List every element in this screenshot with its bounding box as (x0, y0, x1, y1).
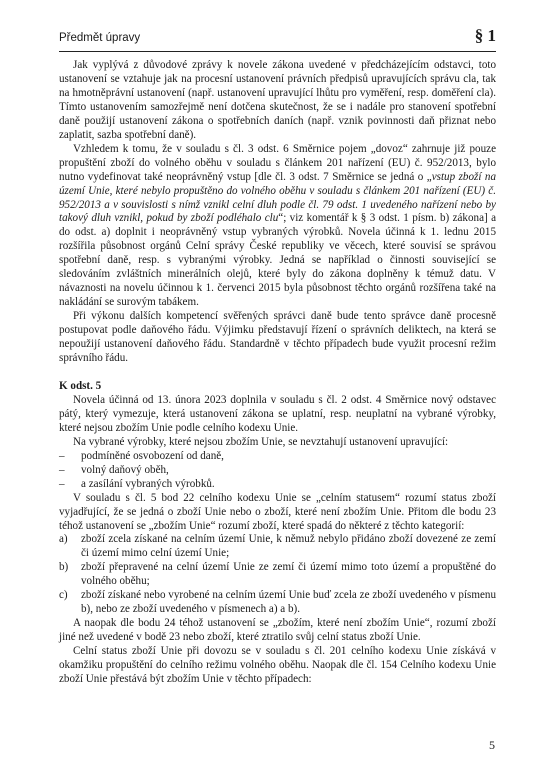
text-run: Vzhledem k tomu, že v souladu s čl. 3 odst. 6 Směrnice pojem „dovoz“ zahrnuje již pouze propuštění zboží do volného oběhu v souladu s článkem 201 nařízení (EU) č. 952/2013, bylo nutno vydefinovat také neoprávněný vstup [dle čl. 3 odst. 7 Směrnice se jedná o „ (59, 142, 496, 183)
list-item-text: a zasílání vybraných výrobků. (81, 477, 215, 490)
list-marker: c) (59, 589, 68, 602)
list-item-text: volný daňový oběh, (81, 463, 169, 476)
paragraph: Na vybrané výrobky, které nejsou zbožím Unie, se nevztahují ustanovení upravující: (73, 435, 449, 448)
section-heading: K odst. 5 (59, 379, 102, 392)
paragraph: V souladu s čl. 5 bod 22 celního kodexu Unie se „celním statusem“ rozumí status zboží vyjadřující, že se jedná o zboží Unie nebo o zboží, které není zbožím Unie. Přitom dle bodu 23 téhož ustanovení se „zbožím Unie“ rozumí zboží, které spadá do některé z těchto kategorií: (59, 491, 496, 532)
list-item (59, 450, 496, 464)
list-marker: a) (59, 533, 68, 546)
italic-quote: vstup zboží na území Unie, které nebylo propuštěno do volného oběhu v souladu s článkem 201 nařízení (EU) č. 952/2013 a v souvislosti s nímž vznikl celní dluh podle čl. 79 odst. 1 uvedeného nařízení nebo by takový dluh vznikl, pokud by zboží podléhalo clu (59, 170, 496, 225)
header-rule (59, 51, 496, 52)
list-item-text: podmíněné osvobození od daně, (81, 449, 224, 462)
dash-marker: – (59, 449, 65, 462)
list-item (59, 589, 496, 617)
paragraph: A naopak dle bodu 24 téhož ustanovení se „zbožím, které není zbožím Unie“, rozumí zboží jiné než uvedené v bodě 23 nebo zboží, které ztratilo svůj celní status zboží Unie. (59, 617, 496, 644)
page-body (59, 59, 496, 687)
list-item (59, 478, 496, 492)
list-item-text: zboží získané nebo vyrobené na celním území Unie buď zcela ze zboží uvedeného v písmenu b), nebo ze zboží uvedeného v písmenech a) a b). (81, 589, 496, 616)
dash-marker: – (59, 463, 65, 476)
dash-marker: – (59, 477, 65, 490)
list-item (59, 464, 496, 478)
running-header (59, 26, 496, 52)
paragraph: Novela účinná od 13. února 2023 doplnila v souladu s čl. 2 odst. 4 Směrnice nový odstavec pátý, který vymezuje, která ustanovení zákona se uplatní, resp. neuplatní na vybrané výrobky, které nejsou zbožím Unie podle celního kodexu Unie. (59, 393, 496, 434)
paragraph: Při výkonu dalších kompetencí svěřených správci daně bude tento správce daně procesně postupovat podle daňového řádu. Výjimku představují řízení o správních deliktech, na která se nepoužijí ustanovení daňového řádu. Standardně v těchto případech bude využit procesní režim správního řádu. (59, 310, 496, 365)
list-marker: b) (59, 561, 69, 574)
paragraph: Celní status zboží Unie při dovozu se v souladu s čl. 201 celního kodexu Unie získává v okamžiku propuštění do celního režimu volného oběhu. Naopak dle čl. 154 Celního kodexu Unie zboží Unie přestává být zbožím Unie v těchto případech: (59, 645, 496, 685)
list-item (59, 561, 496, 589)
list-item-text: zboží zcela získané na celním území Unie, k němuž nebylo přidáno zboží dovezené ze zemí či území mimo celní území Unie; (81, 533, 496, 560)
page (59, 26, 496, 687)
section-mark: § 1 (474, 26, 496, 45)
page-number: 5 (489, 738, 495, 752)
list-item (59, 533, 496, 561)
list-item-text: zboží přepravené na celní území Unie ze zemí či území mimo toto území a propuštěné do volného oběhu; (81, 561, 496, 588)
paragraph (59, 143, 496, 310)
section-title: Předmět úpravy (59, 32, 141, 44)
text-run: “; viz komentář k § 3 odst. 1 písm. b) zákona] a do odst. a) doplnit i neoprávněný vstup vybraných výrobků. Novela účinná k 1. lednu 2015 rozšířila působnost orgánů Celní správy České republiky ve věcech, které souvisí se správou spotřební daně, resp. s vybranými výrobky. Jedná se například o činnosti související se sledováním zvláštních minerálních olejů, které byly do zákona doplněny k témuž datu. V návaznosti na novelu účinnou k 1. červenci 2015 byla působnost těchto orgánů rozšířena také na nakládání se surovým tabákem. (59, 212, 496, 309)
paragraph: Jak vyplývá z důvodové zprávy k novele zákona uvedené v předcházejícím odstavci, toto ustanovení se vztahuje jak na procesní ustanovení právních předpisů upravujících správu cla, tak na hmotněprávní ustanovení (např. ustanovení upravující lhůtu pro vyměření, resp. doměření cla). Tímto ustanovením samozřejmě není dotčena skutečnost, že se i nadále pro stanovení spotřební daně použijí ustanovení zákona o spotřebních daních (např. vznik povinnosti daň přiznat nebo zaplatit, sazba spotřební daně). (59, 59, 496, 141)
